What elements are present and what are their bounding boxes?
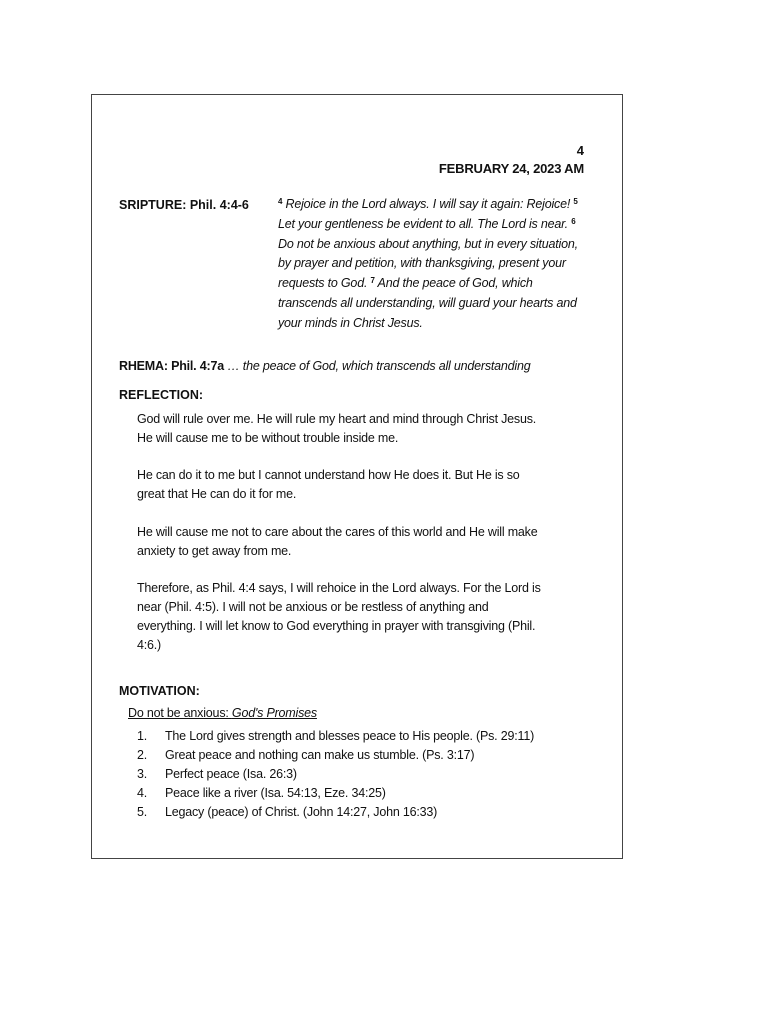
- verse-text: Let your gentleness be evident to all. The Lord is near.: [278, 216, 572, 231]
- list-item-number: 1.: [137, 729, 148, 743]
- list-item-number: 3.: [137, 767, 148, 781]
- reflection-heading: REFLECTION:: [119, 388, 204, 402]
- promises-list: [137, 727, 534, 822]
- list-item: [137, 727, 534, 746]
- list-item-text: The Lord gives strength and blesses peace to His people. (Ps. 29:11): [165, 729, 535, 743]
- list-item-text: Great peace and nothing can make us stumble. (Ps. 3:17): [165, 748, 475, 762]
- promises-title-text: God's Promises: [231, 706, 317, 720]
- reflection-paragraph: He can do it to me but I cannot understand how He does it. But He is so great that He can do it for me.: [137, 468, 520, 501]
- scripture-label: SRIPTURE: Phil. 4:4-6: [119, 198, 249, 212]
- list-item-number: 5.: [137, 805, 148, 819]
- date-line: FEBRUARY 24, 2023 AM: [438, 161, 584, 176]
- page-number: 4: [576, 143, 584, 158]
- list-item: [137, 765, 534, 784]
- verse-number: 6: [571, 216, 576, 226]
- reflection-paragraph: God will rule over me. He will rule my heart and mind through Christ Jesus. He will cause me to be without trouble inside me.: [137, 412, 537, 445]
- motivation-heading: MOTIVATION:: [119, 684, 200, 698]
- verse-number: 4: [278, 197, 283, 206]
- rhema-line: [119, 359, 531, 373]
- list-item: [137, 803, 534, 822]
- verse-text: Rejoice in the Lord always. I will say it again: Rejoice!: [282, 197, 574, 211]
- list-item-number: 2.: [137, 748, 148, 762]
- verse-text: Do not be anxious about anything, but in every situation, by prayer and petition, with thanksgiving, present your requests to God.: [278, 236, 578, 291]
- list-item-text: Perfect peace (Isa. 26:3): [165, 767, 297, 781]
- reflection-paragraph: Therefore, as Phil. 4:4 says, I will rehoice in the Lord always. For the Lord is near (Phil. 4:5). I will not be anxious or be restless of anything and everything. I will let know to God everything in prayer with transgiving (Phil. 4:6.): [137, 581, 541, 652]
- list-item: [137, 784, 534, 803]
- list-item-number: 4.: [137, 786, 148, 800]
- promises-prefix: Do not be anxious:: [128, 706, 232, 720]
- verse-text: And the peace of God, which transcends all understanding, will guard your hearts and your minds in Christ Jesus.: [278, 276, 577, 330]
- reflection-paragraph: He will cause me not to care about the cares of this world and He will make anxiety to get away from me.: [137, 525, 538, 558]
- list-item: [137, 746, 534, 765]
- rhema-text: … the peace of God, which transcends all understanding: [223, 359, 531, 373]
- document-page: [91, 94, 623, 859]
- verse-number: 7: [370, 276, 375, 286]
- rhema-label: RHEMA: Phil. 4:7a: [119, 359, 224, 373]
- verse-number: 5: [573, 197, 578, 206]
- promises-title: [128, 706, 317, 720]
- scripture-text: [278, 195, 584, 334]
- list-item-text: Peace like a river (Isa. 54:13, Eze. 34:25): [165, 786, 386, 800]
- list-item-text: Legacy (peace) of Christ. (John 14:27, John 16:33): [165, 805, 438, 819]
